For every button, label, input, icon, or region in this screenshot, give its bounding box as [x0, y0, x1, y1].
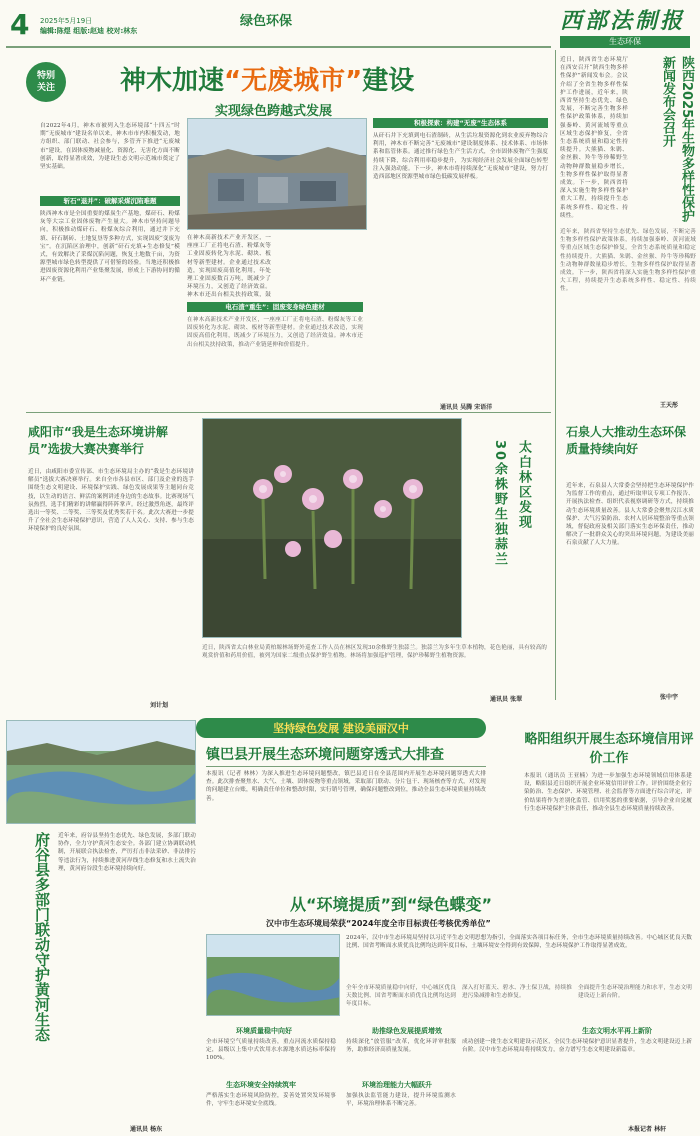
hanzhong-banner — [196, 718, 486, 738]
page-header — [0, 0, 700, 50]
xianyang-title: 咸阳市“我是生态环境讲解员”选拔大赛决赛举行 — [28, 425, 168, 456]
hanzhong-sec1-body: 全市环境空气质量持续改善，重点河流水质保持稳定，县级以上集中式饮用水水源地水质达标率保持100%。 — [206, 1039, 336, 1062]
hanzhong-subhead-5: 生态文明水平再上新阶 — [582, 1027, 652, 1035]
orchid-photo — [202, 418, 462, 638]
hanzhong-title: 从“环境提质”到“绿色蝶变” — [290, 895, 493, 914]
lead-subhead-3: 积极探索：构建“无废”生态体系 — [373, 118, 548, 128]
biodiversity-body-cont: 近年来，陕西省坚持生态优先、绿色发展，不断完善生物多样性保护政策体系，持续加强秦岭、黄河流域等重点区域生态保护修复，全省生态系统质量和稳定性持续提升。大熊猫、朱鹮、金丝猴、羚牛等珍稀野生动物种群数量稳步增长，生物多样性保护取得显著成效。下一步，陕西省将深入实施生物多样性保护重大工程，持续提升生态系统多样性、稳定性、持续性。 — [560, 229, 696, 293]
lead-title-post: 建设 — [362, 66, 415, 96]
hanzhong-subtitle: 汉中市生态环境局荣获“2024年度全市目标责任考核优秀单位” — [266, 919, 491, 928]
hanzhong-sec3-body: 严格落实生态环境风险防控，妥善处置突发环境事件，守牢生态环境安全底线。 — [206, 1093, 336, 1108]
lead-subhead-2: 电石渣“重生”：固废变身绿色建材 — [187, 302, 363, 312]
badge-line-1: 特别 — [36, 71, 55, 81]
orchid-vertical-title — [468, 440, 548, 640]
biodiversity-title: 陕西2025年生物多样性保护新闻发布会召开 — [660, 56, 694, 223]
quarry-photo-image — [188, 119, 367, 230]
lead-body-3: 从矸石井下充填到电石渣制砖，从生活垃圾资源化到农业废弃物综合利用，神木市不断完善“无废城市”建设制度体系、技术体系、市场体系和监管体系。通过推行绿色生产生活方式，全市固体废物产生强度持续下降，综合利用率稳步提升，为实现经济社会发展全面绿色转型注入强劲动能。下一步，神木市将持续深化“无废城市”建设，努力打造西部地区资源型城市绿色低碳发展样板。 — [373, 133, 548, 181]
lueyang-title: 略阳组织开展生态环境信用评价工作 — [524, 732, 694, 766]
hanzhong-subhead-1: 环境质量稳中向好 — [236, 1027, 292, 1035]
lead-body-1: 陕西神木市是全国重要的煤炭生产基地，煤矸石、粉煤灰等大宗工业固体废物产生量大。神木市坚持问题导向，积极推动煤矸石、粉煤灰综合利用，通过井下充填、矸石制砖、土地复垦等多种方式，实现固废“变废为宝”。在沉陷区治理中，创新“矸石充填+生态修复”模式，有效解决了采煤沉陷问题，恢复土地数千亩，为资源型城市绿色转型提供了可借鉴的经验。当地还积极推进固废资源化利用产业集聚发展，形成上下游协同的循环产业链。 — [40, 211, 180, 283]
hanzhong-subhead-2: 助推绿色发展提质增效 — [372, 1027, 442, 1035]
hanzhong-sec5-body: 成功创建一批生态文明建设示范区，全民生态环境保护意识显著提升，生态文明建设迈上新台阶。汉中市生态环境局将持续发力，奋力谱写生态文明建设新篇章。 — [462, 1039, 692, 1054]
hanzhong-body-col1: 全年全市环境质量稳中向好，中心城区优良天数比例、国省考断面水质优良比例均达到年度目标。 — [346, 985, 456, 1008]
fugu-vertical-title: 府谷县多部门联动守护黄河生态 — [33, 832, 51, 1042]
lead-body-2-text: 在神木高新技术产业开发区，一座座工厂正将电石渣、粉煤灰等工业固废转化为水泥、砌块、板材等新型建材。企业通过技术改造，实现固废高值化利用，年处理工业固废数百万吨，既减少了环境压力，又创造了经济效益。神木市还出台相关扶持政策，鼓 — [187, 235, 271, 298]
lead-subtitle: 实现绿色跨越式发展 — [215, 104, 333, 119]
orchid-photo-image — [203, 419, 462, 638]
zhenba-rule — [206, 766, 486, 767]
header-rule — [6, 46, 551, 48]
biodiversity-byline: 王天彤 — [660, 402, 679, 409]
hanzhong-photo — [206, 934, 340, 1016]
orchid-byline: 通讯员 张翠 — [490, 696, 523, 703]
hanzhong-sec2-body: 持续深化“放管服”改革，优化环评审批服务，助推经济高质量发展。 — [346, 1039, 456, 1054]
banner-text: 坚持绿色发展 建设美丽汉中 — [273, 722, 409, 735]
shiquan-title: 石泉人大推动生态环保质量持续向好 — [566, 425, 687, 456]
lead-body-2-cont: 在神木高新技术产业开发区，一座座工厂正将电石渣、粉煤灰等工业固废转化为水泥、砌块、板材等新型建材。企业通过技术改造，实现固废高值化利用，既减少了环境压力，又创造了经济效益。神木市还出台相关扶持政策，推动产业链延伸和价值提升。 — [187, 317, 363, 348]
lead-intro: 自2022年4月，神木市被列入生态环境部“十四五”时期“无废城市”建设名单以来，神木市市内积极发动，地方组织、部门联动、社会参与，多管齐下推进“无废城市”建设，在固体废物减量化、资源化、无害化方面不断创新，取得显著成效，为建设生态文明示范城市奠定了坚实基础。 — [40, 123, 180, 171]
lead-title — [120, 60, 550, 97]
issue-date: 2025年5月19日 — [40, 17, 93, 25]
orchid-caption: 近日，陕西省太白林业局黄柏塬林场野外巡查工作人员在林区发现30余株野生独蒜兰。独蒜兰为多年生草本植物，花色艳丽，具有较高的观赏价值和药用价值，被列为国家二级重点保护野生植物。林场将加强巡护管理，保护珍稀野生植物资源。 — [202, 645, 547, 660]
hanzhong-body: 2024年，汉中市生态环境局坚持以习近平生态文明思想为指引，全面落实各项目标任务，全市生态环境质量持续改善。中心城区优良天数比例、国省考断面水质优良比例均达到年度目标，土壤环境安全得到有效保障，生态环境保护工作取得显著成效。 — [346, 935, 692, 950]
rule-mid — [26, 412, 551, 413]
shiquan-body: 近年来，石泉县人大常委会坚持把生态环境保护作为监督工作的重点，通过听取审议专项工作报告、开展执法检查、组织代表视察调研等方式，持续推动生态环境质量改善。县人大常委会聚焦汉江水质保护、大气污染防治、农村人居环境整治等重点领域，督促政府及相关部门落实生态环保责任，推动解决了一批群众关心的突出环境问题，为建设美丽石泉贡献了人大力量。 — [566, 483, 694, 547]
page-number: 4 — [10, 8, 30, 41]
lead-badge — [26, 62, 66, 102]
lead-title-pre: 神木加速 — [120, 66, 225, 96]
fugu-photo — [6, 720, 196, 824]
lake-photo-image — [207, 935, 340, 1016]
hanzhong-body-col3: 全面提升生态环境治理能力和水平，生态文明建设迈上新台阶。 — [578, 985, 692, 1000]
right-column-divider — [555, 50, 556, 700]
lead-title-highlight: “无废城市” — [224, 66, 363, 96]
masthead: 西部法制报 — [560, 8, 686, 34]
xianyang-body: 近日，由咸阳市委宣传部、市生态环境局主办的“我是生态环境讲解员”选拔大赛决赛举行。来自全市各县市区、部门及企业的选手围绕生态文明建设、环境保护实践、绿色发展成果等主题同台竞技，以生动的语言、鲜活的案例讲述身边的生态故事。比赛现场气氛热烈，选手们精彩的讲解赢得阵阵掌声。经过激烈角逐，最终评选出一等奖、二等奖、三等奖及优秀奖若干名。此次大赛进一步提升了全社会生态环境保护意识，营造了人人关心、支持、参与生态环境保护的良好氛围。 — [28, 469, 194, 533]
lead-byline: 通讯员 吴腾 宋语洋 — [440, 404, 493, 411]
lueyang-body: 本报讯（通讯员 王亚楠）为进一步加强生态环境领域信用体系建设，略阳县近日组织开展企业环境信用评价工作。评价围绕企业污染防治、生态保护、环境管理、社会监督等方面进行综合评定，评价结果将作为差别化监管、信用奖惩的重要依据，引导企业自觉履行生态环境保护主体责任，推动全县生态环境质量持续改善。 — [524, 773, 692, 812]
zhenba-body: 本报讯（记者 林林）为深入推进生态环境问题整改，镇巴县近日在全县范围内开展生态环境问题穿透式大排查。此次排查聚焦水、大气、土壤、固体废物等重点领域，采取部门联动、分片包干、现场核查等方式，对发现的问题建立台账，明确责任单位和整改时限，实行销号管理，确保问题整改到位，推动全县生态环境质量持续改善。 — [206, 771, 486, 802]
shiquan-byline: 张中宇 — [660, 694, 679, 701]
section-title: 绿色环保 — [240, 14, 293, 29]
fugu-byline: 通讯员 杨东 — [130, 1126, 163, 1133]
badge-line-2: 关注 — [36, 83, 55, 93]
editors-line: 编辑:陈煜 组版:赵迪 校对:林东 — [40, 27, 138, 35]
zhenba-title: 镇巴县开展生态环境问题穿透式大排查 — [206, 747, 444, 763]
orchid-title-line-1: 太白林区发现 — [516, 440, 531, 530]
hanzhong-body-col2: 深入打好蓝天、碧水、净土保卫战，持续推进污染减排和生态修复。 — [462, 985, 572, 1000]
lead-body-continued — [187, 234, 271, 298]
masthead-section: 生态环保 — [560, 36, 690, 48]
lead-subhead-1: 斩石“退并”：破解采煤沉陷难题 — [40, 196, 180, 206]
river-photo-image — [7, 721, 196, 824]
biodiversity-body: 近日，陕西省生态环境厅在西安召开“陕西生物多样性保护”新闻发布会。会议介绍了全省生物多样性保护工作进展，近年来，陕西省坚持生态优先、绿色发展，不断完善生物多样性保护政策体系，持续加强秦岭、黄河流域等重点区域生态保护修复，全省生态系统质量和稳定性持续提升。大熊猫、朱鹮、金丝猴、羚牛等珍稀野生动物种群数量稳步增长，生物多样性保护取得显著成效。下一步，陕西省将深入实施生物多样性保护重大工程，持续提升生态系统多样性、稳定性、持续性。 — [560, 57, 628, 219]
orchid-title-line-2: 30余株野生独蒜兰 — [492, 440, 507, 568]
hanzhong-subhead-3: 生态环境安全持续筑牢 — [226, 1081, 296, 1089]
hanzhong-byline: 本报记者 林轩 — [628, 1126, 667, 1133]
hanzhong-sec4-body: 加强执法监管能力建设，提升环境监测水平，环境治理体系不断完善。 — [346, 1093, 456, 1108]
xianyang-byline: 刘计划 — [150, 702, 169, 709]
lead-photo — [187, 118, 367, 230]
fugu-body: 近年来，府谷县坚持生态优先、绿色发展，多部门联动协作，全力守护黄河生态安全。各部门建立协调联动机制，开展联合执法检查，严厉打击非法采砂、非法排污等违法行为，持续推进黄河岸线生态修复和水土流失治理，黄河府谷段生态环境持续向好。 — [58, 833, 196, 872]
hanzhong-subhead-4: 环境治理能力大幅跃升 — [362, 1081, 432, 1089]
